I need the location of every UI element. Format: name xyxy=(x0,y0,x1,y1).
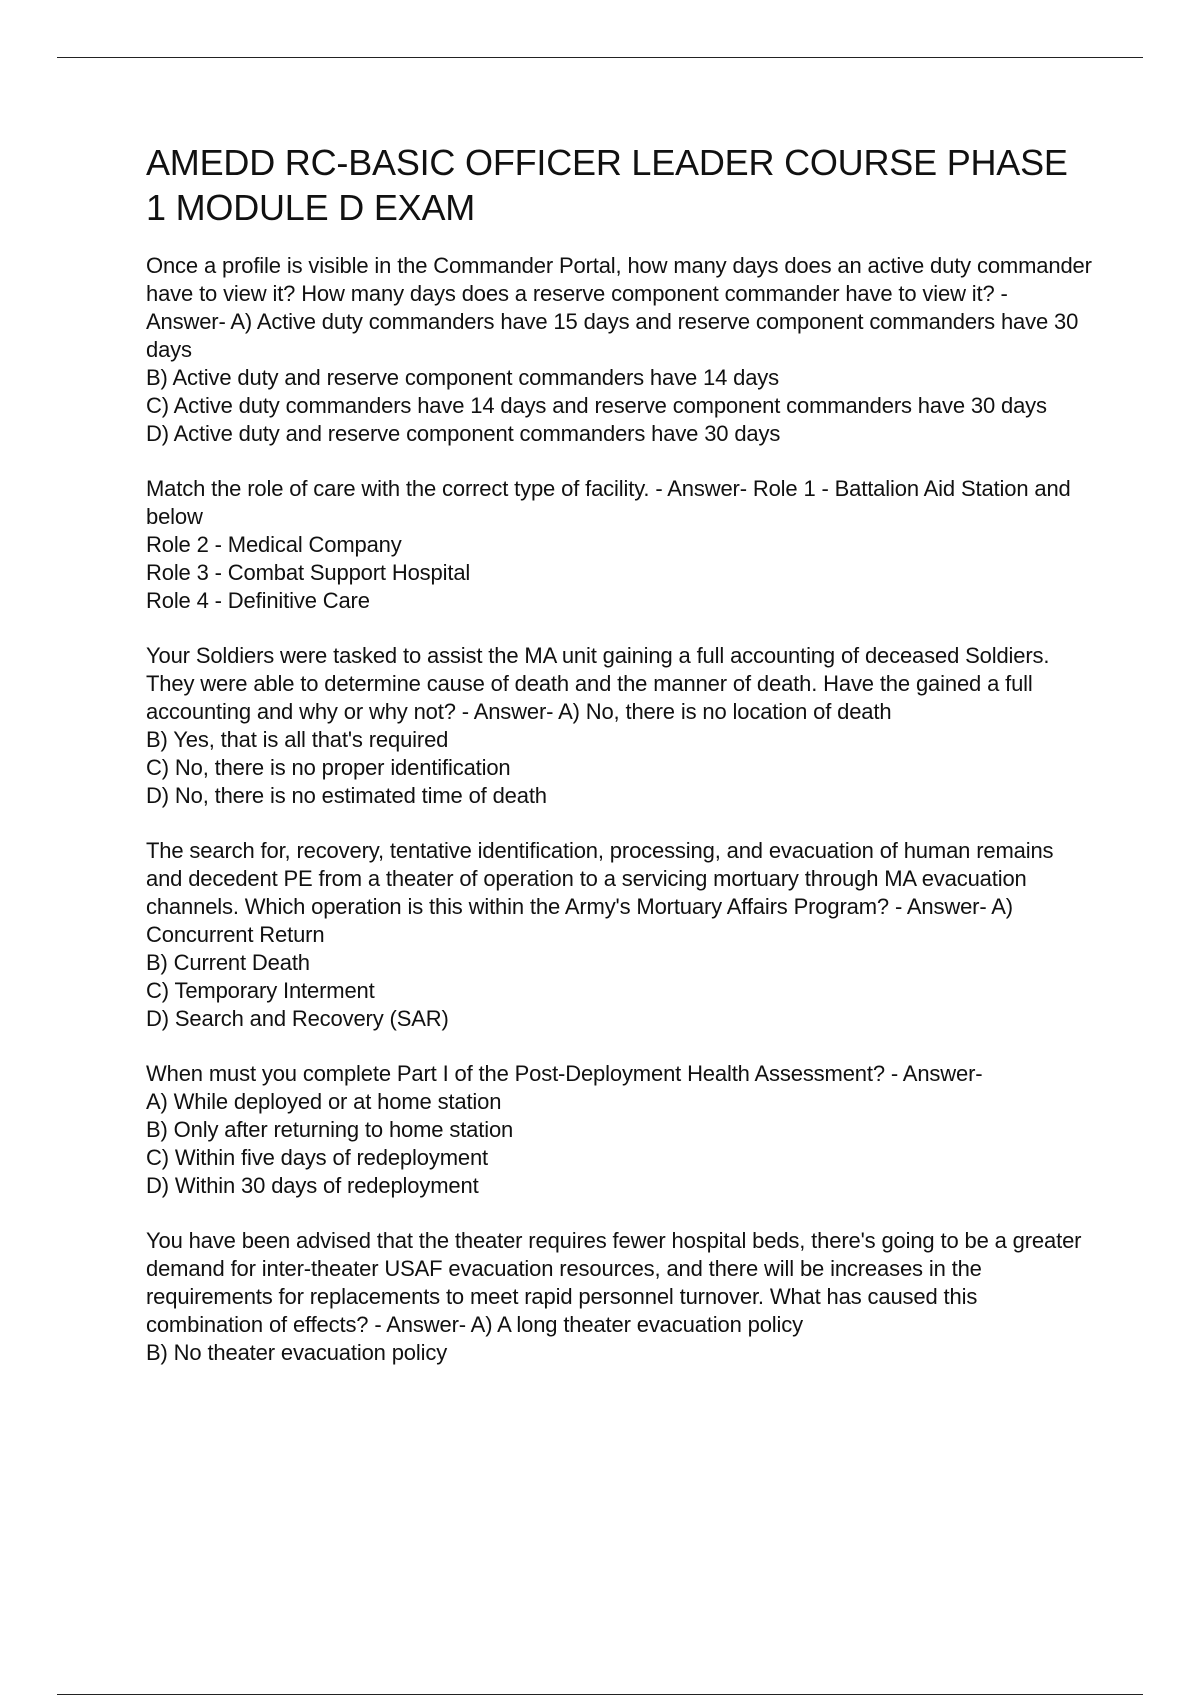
question-stem: Once a profile is visible in the Commander Portal, how many days does an active duty commander have to view it? How many days does a reserve component commander have to view it? - Answer- A) Active duty commanders have 15 days and reserve component commanders have 30 days xyxy=(146,253,1092,362)
question-stem: You have been advised that the theater requires fewer hospital beds, there's going to be a greater demand for inter-theater USAF evacuation resources, and there will be increases in the requirements for replacements to meet rapid personnel turnover. What has caused this combination of effects? - Answer- A) A long theater evacuation policy xyxy=(146,1228,1082,1337)
answer-option: C) Within five days of redeployment xyxy=(146,1145,489,1170)
answer-option: B) No theater evacuation policy xyxy=(146,1340,448,1365)
question-stem: When must you complete Part I of the Post-Deployment Health Assessment? - Answer- xyxy=(146,1061,983,1086)
question-stem: Match the role of care with the correct type of facility. - Answer- Role 1 - Battalion Aid Station and below xyxy=(146,476,1071,529)
question-stem: Your Soldiers were tasked to assist the MA unit gaining a full accounting of deceased Soldiers. They were able to determine cause of death and the manner of death. Have the gained a full accounting and why or why not? - Answer- A) No, there is no location of death xyxy=(146,643,1050,724)
answer-option: Role 2 - Medical Company xyxy=(146,532,402,557)
answer-option: Role 3 - Combat Support Hospital xyxy=(146,560,471,585)
answer-option: C) Temporary Interment xyxy=(146,978,375,1003)
answer-option: D) Search and Recovery (SAR) xyxy=(146,1006,449,1031)
answer-option: A) While deployed or at home station xyxy=(146,1089,502,1114)
answer-option: D) Within 30 days of redeployment xyxy=(146,1173,479,1198)
question-block-4 xyxy=(146,837,1092,1033)
question-block-3 xyxy=(146,642,1092,810)
answer-option: B) Active duty and reserve component commanders have 14 days xyxy=(146,365,780,390)
question-block-6 xyxy=(146,1227,1092,1367)
question-stem: The search for, recovery, tentative identification, processing, and evacuation of human remains and decedent PE from a theater of operation to a servicing mortuary through MA evacuation channels. Which operation is this within the Army's Mortuary Affairs Program? - Answer- A) Concurrent Return xyxy=(146,838,1054,947)
answer-option: D) No, there is no estimated time of death xyxy=(146,783,547,808)
answer-option: B) Only after returning to home station xyxy=(146,1117,514,1142)
question-block-1 xyxy=(146,252,1092,448)
question-block-2 xyxy=(146,475,1092,615)
answer-option: C) No, there is no proper identification xyxy=(146,755,511,780)
document-title: AMEDD RC-BASIC OFFICER LEADER COURSE PHASE 1 MODULE D EXAM xyxy=(146,142,1068,228)
answer-option: B) Yes, that is all that's required xyxy=(146,727,449,752)
answer-option: Role 4 - Definitive Care xyxy=(146,588,370,613)
top-divider xyxy=(57,57,1143,58)
bottom-divider xyxy=(57,1694,1143,1695)
answer-option: B) Current Death xyxy=(146,950,310,975)
question-block-5 xyxy=(146,1060,1092,1200)
answer-option: D) Active duty and reserve component commanders have 30 days xyxy=(146,421,781,446)
answer-option: C) Active duty commanders have 14 days and reserve component commanders have 30 days xyxy=(146,393,1047,418)
document-body xyxy=(146,140,1092,1394)
